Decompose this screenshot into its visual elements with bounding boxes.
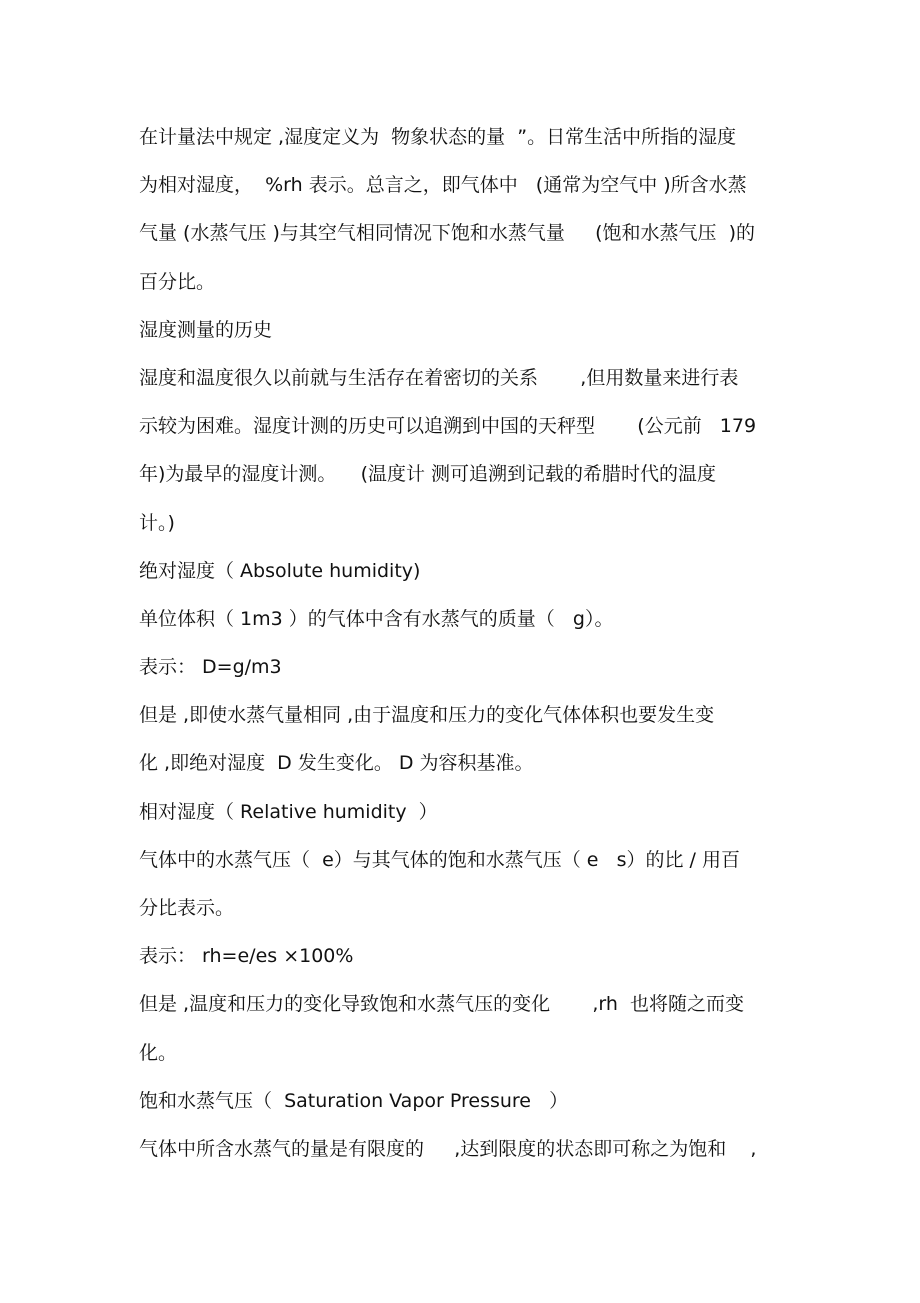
text-line: 气量 (水蒸气压 )与其空气相同情况下饱和水蒸气量 (饱和水蒸气压 )的	[139, 222, 756, 245]
text-line: 但是 ,温度和压力的变化导致饱和水蒸气压的变化 ,rh 也将随之而变	[139, 993, 744, 1016]
section-heading: 绝对湿度（ Absolute humidity)	[139, 559, 421, 582]
text-line: 为相对湿度， %rh 表示。总言之，即气体中 (通常为空气中 )所含水蒸	[139, 174, 747, 197]
section-heading: 湿度测量的历史	[139, 318, 273, 341]
formula-line: 表示： D=g/m3	[139, 656, 282, 679]
text-line: 湿度和温度很久以前就与生活存在着密切的关系 ,但用数量来进行表	[139, 366, 739, 389]
text-line: 气体中的水蒸气压（ e）与其气体的饱和水蒸气压（ e s）的比 / 用百	[139, 848, 740, 871]
text-line: 化。	[139, 1041, 178, 1064]
text-line: 计。)	[139, 511, 175, 534]
text-line: 单位体积（ 1m3 ）的气体中含有水蒸气的质量（ g）。	[139, 607, 614, 630]
text-line: 气体中所含水蒸气的量是有限度的 ,达到限度的状态即可称之为饱和 ,	[139, 1137, 757, 1160]
text-line: 但是 ,即使水蒸气量相同 ,由于温度和压力的变化气体体积也要发生变	[139, 704, 715, 727]
text-line: 在计量法中规定 ,湿度定义为 物象状态的量 ”。日常生活中所指的湿度	[139, 126, 737, 148]
document-body	[139, 117, 789, 1177]
formula-line: 表示： rh=e/es ×100%	[139, 945, 354, 968]
section-heading: 饱和水蒸气压（ Saturation Vapor Pressure ）	[139, 1089, 569, 1112]
text-line: 分比表示。	[139, 897, 235, 919]
text-line: 化 ,即绝对湿度 D 发生变化。 D 为容积基准。	[139, 752, 534, 775]
section-heading: 相对湿度（ Relative humidity ）	[139, 800, 438, 823]
text-line: 百分比。	[139, 270, 216, 293]
text-line: 示较为困难。湿度计测的历史可以追溯到中国的天秤型 (公元前 179	[139, 415, 757, 438]
text-line: 年)为最早的湿度计测。 (温度计 测可追溯到记载的希腊时代的温度	[139, 463, 717, 486]
